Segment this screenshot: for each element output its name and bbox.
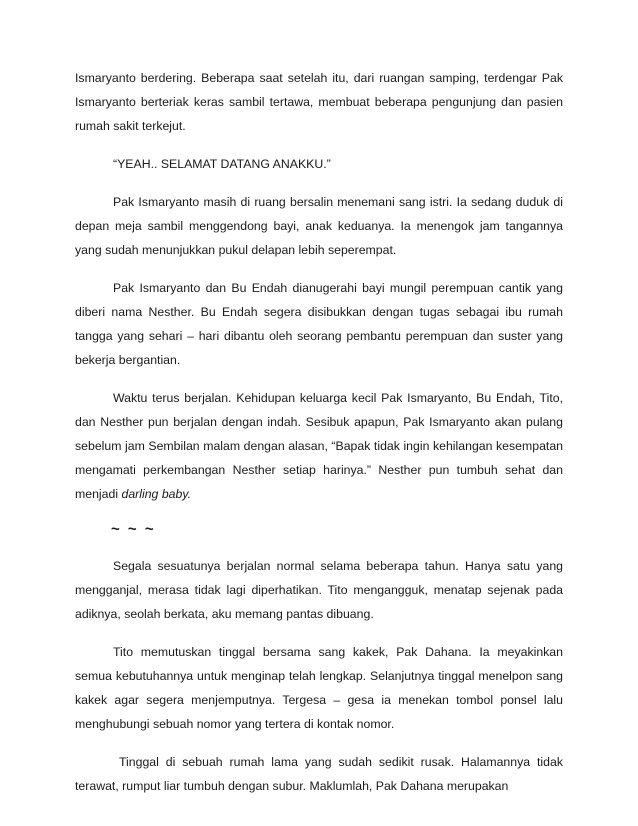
document-page: [75, 66, 563, 812]
paragraph-1: Ismaryanto berdering. Beberapa saat setelah itu, dari ruangan samping, terdengar Pak Ismaryanto berteriak keras sambil tertawa, membuat beberapa pengunjung dan pasien rumah sakit terkejut.: [75, 71, 563, 133]
paragraph-5-text: Waktu terus berjalan. Kehidupan keluarga kecil Pak Ismaryanto, Bu Endah, Tito, dan Nesther pun berjalan dengan indah. Sesibuk apapun, Pak Ismaryanto akan pulang sebelum jam Sembilan malam dengan alasan, “Bapak tidak ingin kehilangan kesempatan mengamati perkembangan Nesther setiap harinya.” Nesther pun tumbuh sehat dan menjadi: [75, 391, 563, 501]
paragraph-2-dialogue: “YEAH.. SELAMAT DATANG ANAKKU.”: [113, 157, 331, 171]
paragraph-3: Pak Ismaryanto masih di ruang bersalin menemani sang istri. Ia sedang duduk di depan meja sambil menggendong bayi, anak keduanya. Ia menengok jam tangannya yang sudah menunjukkan pukul delapan lebih seperempat.: [75, 195, 563, 257]
paragraph-8: Tinggal di sebuah rumah lama yang sudah sedikit rusak. Halamannya tidak terawat, rumput liar tumbuh dengan subur. Maklumlah, Pak Dahana merupakan: [75, 755, 563, 793]
paragraph-4: Pak Ismaryanto dan Bu Endah dianugerahi bayi mungil perempuan cantik yang diberi nama Nesther. Bu Endah segera disibukkan dengan tugas sebagai ibu rumah tangga yang sehari – hari dibantu oleh seorang pembantu perempuan dan suster yang bekerja bergantian.: [75, 281, 563, 367]
paragraph-6: Segala sesuatunya berjalan normal selama beberapa tahun. Hanya satu yang mengganjal, merasa tidak lagi diperhatikan. Tito mengangguk, menatap sejenak pada adiknya, seolah berkata, aku memang pantas dibuang.: [75, 559, 563, 621]
paragraph-5: [75, 386, 563, 506]
paragraph-5-italic: darling baby.: [121, 487, 191, 501]
paragraph-7: Tito memutuskan tinggal bersama sang kakek, Pak Dahana. Ia meyakinkan semua kebutuhannya untuk menginap telah lengkap. Selanjutnya tinggal menelpon sang kakek agar segera menjemputnya. Tergesa – gesa ia menekan tombol ponsel lalu menghubungi sebuah nomor yang tertera di kontak nomor.: [75, 645, 563, 731]
section-separator: ~ ~ ~: [111, 521, 156, 538]
